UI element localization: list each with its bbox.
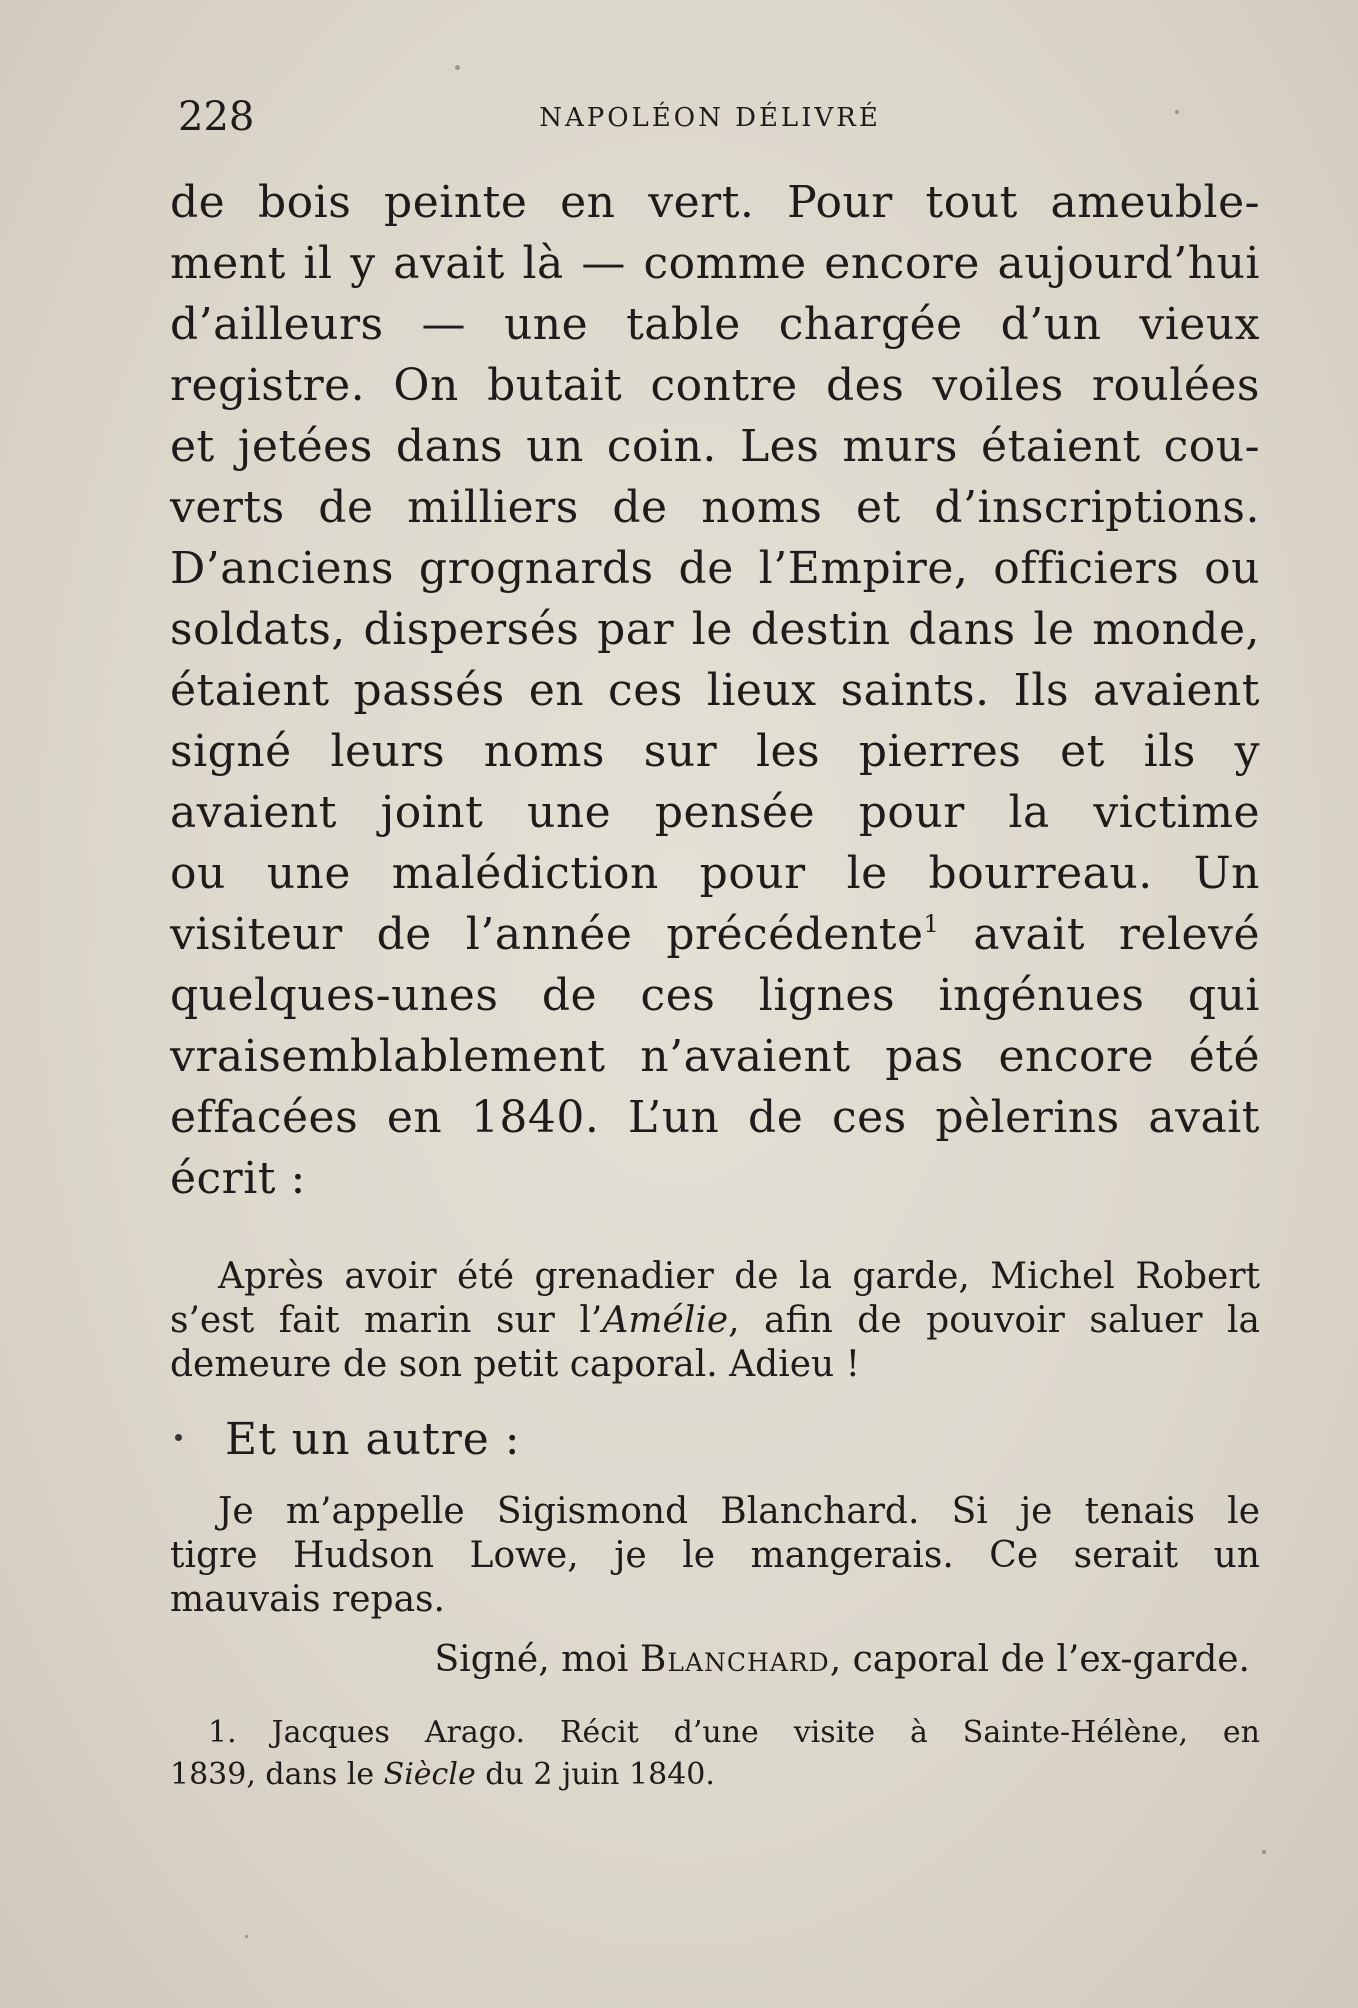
text-line: quelques-unes de ces lignes ingénues qui: [170, 970, 1260, 1021]
newspaper-name: Siècle: [383, 1757, 476, 1792]
text-segment: avait relevé: [939, 909, 1260, 960]
page-number: 228: [178, 94, 255, 140]
text-line: registre. On butait contre des voiles roulées: [170, 360, 1260, 411]
main-paragraph: [170, 172, 1260, 1209]
signature-line: [435, 1638, 1250, 1682]
text-line: et jetées dans un coin. Les murs étaient cou-: [170, 421, 1260, 472]
paper-speck: [245, 1935, 248, 1938]
footnote-reference: 1: [923, 910, 940, 939]
intro-text: Et un autre :: [225, 1414, 521, 1465]
text-segment: du 2 juin 1840.: [475, 1757, 715, 1792]
text-line: ment il y avait là — comme encore aujourd’hui: [170, 238, 1260, 289]
paper-speck: [1175, 110, 1179, 114]
quotation-blanchard: [170, 1490, 1260, 1622]
text-line: verts de milliers de noms et d’inscriptions.: [170, 482, 1260, 533]
text-segment: , caporal de l’ex-garde.: [829, 1639, 1250, 1680]
text-segment: , afin de pouvoir saluer la: [728, 1300, 1260, 1341]
footnote: [170, 1712, 1260, 1796]
signature-name: Blanchard: [639, 1639, 830, 1680]
quote-line: demeure de son petit caporal. Adieu !: [170, 1344, 861, 1385]
text-segment: Signé, moi: [434, 1639, 640, 1680]
quote-line: Je m’appelle Sigismond Blanchard. Si je tenais le: [218, 1491, 1260, 1532]
stray-dot: [175, 1434, 182, 1441]
paper-speck: [455, 65, 460, 70]
text-line: signé leurs noms sur les pierres et ils y: [170, 726, 1260, 777]
text-line: d’ailleurs — une table chargée d’un vieux: [170, 299, 1260, 350]
text-segment: s’est fait marin sur l’: [170, 1300, 603, 1341]
text-line: de bois peinte en vert. Pour tout ameuble-: [170, 177, 1260, 228]
footnote-line: [170, 1754, 1260, 1796]
running-title: NAPOLÉON DÉLIVRÉ: [539, 103, 881, 133]
text-line: D’anciens grognards de l’Empire, officiers ou: [170, 543, 1260, 594]
text-line: soldats, dispersés par le destin dans le monde,: [170, 604, 1260, 655]
footnote-line: 1. Jacques Arago. Récit d’une visite à Sainte-Hélène, en: [208, 1715, 1260, 1750]
text-line: effacées en 1840. L’un de ces pèlerins avait: [170, 1092, 1260, 1143]
paper-speck: [1262, 1850, 1266, 1854]
text-line: avaient joint une pensée pour la victime: [170, 787, 1260, 838]
text-segment: 1839, dans le: [170, 1757, 384, 1792]
ship-name: Amélie: [602, 1300, 729, 1341]
second-intro: [170, 1412, 521, 1468]
text-line: ou une malédiction pour le bourreau. Un: [170, 848, 1260, 899]
text-segment: visiteur de l’année précédente: [170, 909, 924, 960]
text-line: écrit :: [170, 1153, 306, 1204]
text-line: vraisemblablement n’avaient pas encore été: [170, 1031, 1260, 1082]
quote-line: mauvais repas.: [170, 1579, 445, 1620]
page-header: [170, 92, 1250, 142]
text-line-with-footnote-ref: [170, 904, 1260, 965]
text-line: étaient passés en ces lieux saints. Ils avaient: [170, 665, 1260, 716]
quote-line: tigre Hudson Lowe, je le mangerais. Ce serait un: [170, 1535, 1260, 1576]
quotation-michel-robert: [170, 1255, 1260, 1387]
quote-line: Après avoir été grenadier de la garde, Michel Robert: [218, 1256, 1260, 1297]
quote-line: [170, 1299, 1260, 1343]
